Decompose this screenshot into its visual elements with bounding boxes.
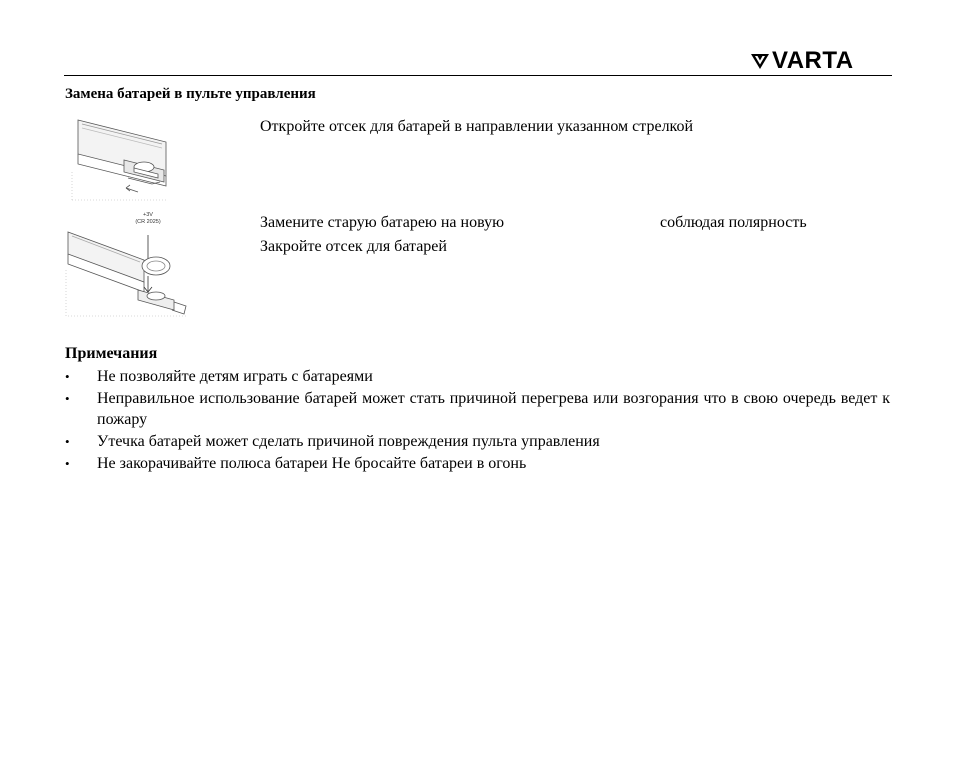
bullet-icon: • bbox=[65, 369, 70, 384]
battery-voltage-label: +3V bbox=[143, 212, 153, 218]
step-2-text-polarity: соблюдая полярность bbox=[660, 214, 807, 231]
remote-battery-replace-icon bbox=[64, 210, 192, 320]
notes-title: Примечания bbox=[65, 345, 158, 362]
header-divider bbox=[64, 75, 892, 76]
step-3-text-close: Закройте отсек для батарей bbox=[260, 238, 447, 255]
section-title: Замена батарей в пульте управления bbox=[65, 86, 316, 102]
list-item bbox=[64, 431, 890, 452]
note-text: Не закорачивайте полюса батареи Не бросайте батареи в огонь bbox=[97, 455, 527, 472]
bullet-icon: • bbox=[65, 434, 70, 449]
varta-logo bbox=[750, 47, 893, 74]
list-item bbox=[64, 453, 890, 474]
notes-list bbox=[64, 366, 890, 475]
varta-logo-icon bbox=[750, 52, 770, 70]
brand-name: VARTA bbox=[772, 47, 854, 74]
step-1-text: Откройте отсек для батарей в направлении указанном стрелкой bbox=[260, 118, 694, 135]
bullet-icon: • bbox=[65, 456, 70, 471]
remote-battery-tray-open-icon bbox=[68, 112, 172, 204]
note-text: Неправильное использование батарей может стать причиной перегрева или возгорания что в свою очередь ведет к пожару bbox=[97, 390, 890, 428]
note-text: Не позволяйте детям играть с батареями bbox=[97, 368, 373, 385]
list-item bbox=[64, 388, 890, 430]
list-item bbox=[64, 366, 890, 387]
bullet-icon: • bbox=[65, 391, 70, 406]
battery-model-label: (CR 2025) bbox=[135, 219, 161, 225]
note-text: Утечка батарей может сделать причиной повреждения пульта управления bbox=[97, 433, 600, 450]
step-2-text-replace: Замените старую батарею на новую bbox=[260, 214, 505, 231]
